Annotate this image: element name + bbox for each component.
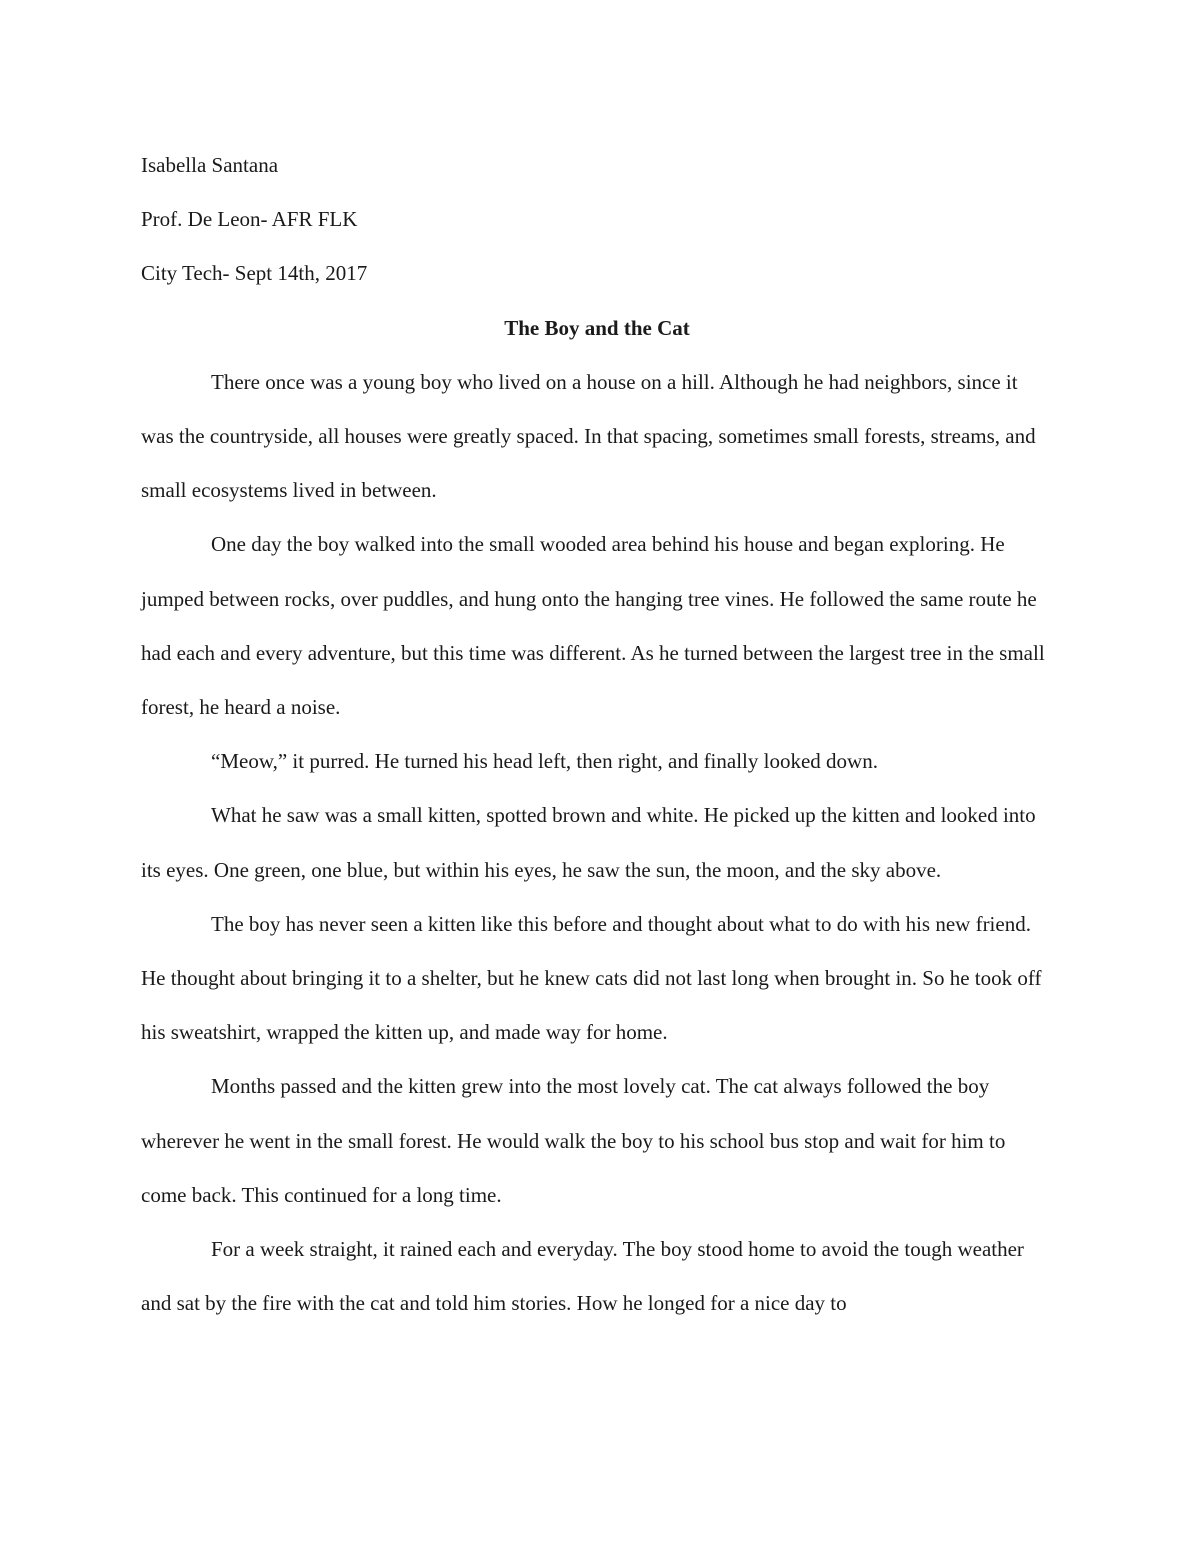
document-body [141, 138, 1053, 1330]
school-date: City Tech- Sept 14th, 2017 [141, 261, 368, 286]
essay-title: The Boy and the Cat [504, 315, 690, 340]
instructor-course: Prof. De Leon- AFR FLK [141, 207, 358, 232]
paragraph-3: “Meow,” it purred. He turned his head left, then right, and finally looked down. [211, 749, 878, 774]
author-name: Isabella Santana [141, 153, 279, 177]
paragraph-2: One day the boy walked into the small wooded area behind his house and began exploring. He jumped between rocks, over puddles, and hung onto the hanging tree vines. He followed the same route he had each and every adventure, but this time was different. As he turned between the largest tree in the small forest, he heard a noise. [141, 532, 1045, 720]
paragraph-1: There once was a young boy who lived on a house on a hill. Although he had neighbors, since it was the countryside, all houses were greatly spaced. In that spacing, sometimes small forests, streams, and small ecosystems lived in between. [141, 369, 1036, 503]
paragraph-5: The boy has never seen a kitten like this before and thought about what to do with his new friend. He thought about bringing it to a shelter, but he knew cats did not last long when brought in. So he took off his sweatshirt, wrapped the kitten up, and made way for home. [141, 911, 1042, 1045]
paragraph-6: Months passed and the kitten grew into the most lovely cat. The cat always followed the boy wherever he went in the small forest. He would walk the boy to his school bus stop and wait for him to come back. This continued for a long time. [141, 1074, 1006, 1207]
paragraph-4: What he saw was a small kitten, spotted brown and white. He picked up the kitten and looked into its eyes. One green, one blue, but within his eyes, he saw the sun, the moon, and the sky above. [141, 803, 1036, 882]
paragraph-7: For a week straight, it rained each and everyday. The boy stood home to avoid the tough weather and sat by the fire with the cat and told him stories. How he longed for a nice day to [141, 1237, 1024, 1316]
